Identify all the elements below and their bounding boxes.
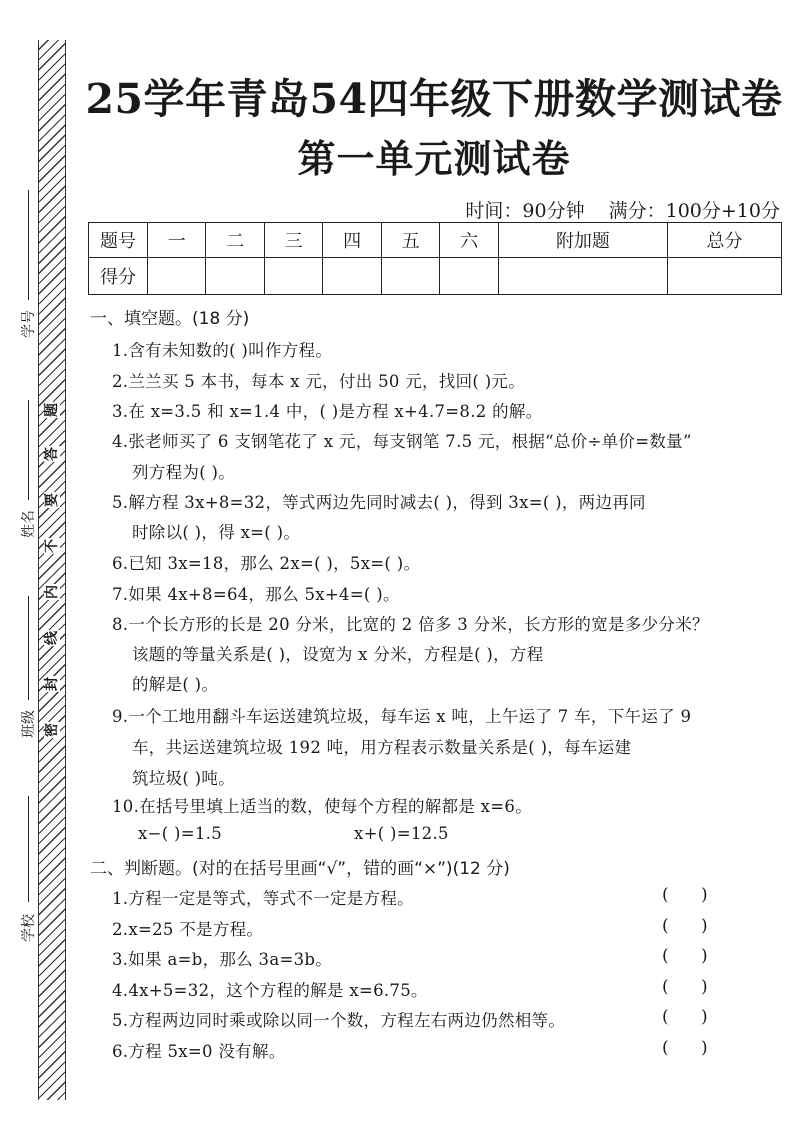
question-line: 列方程为( )。 bbox=[132, 463, 236, 482]
score-cell[interactable] bbox=[381, 258, 439, 295]
question-line: 6.已知 3x=18，那么 2x=( )，5x=( )。 bbox=[112, 554, 421, 573]
question-line: 7.如果 4x+8=64，那么 5x+4=( )。 bbox=[112, 585, 400, 604]
paper-title: 25学年青岛54四年级下册数学测试卷 bbox=[85, 75, 783, 123]
seal-word: 内 bbox=[44, 585, 60, 599]
score-cell[interactable] bbox=[264, 258, 322, 295]
seal-word: 密 bbox=[44, 723, 60, 737]
question-line: 筑垃圾( )吨。 bbox=[132, 769, 236, 788]
name-label: 姓名 bbox=[21, 510, 37, 538]
score-header-cell: 附加题 bbox=[498, 223, 667, 258]
answer-paren[interactable]: ( ) bbox=[662, 916, 708, 936]
question-line: 时除以( )，得 x=( )。 bbox=[132, 523, 301, 542]
judgement-item: 2.x=25 不是方程。 bbox=[112, 920, 264, 939]
question-line: 车，共运送建筑垃圾 192 吨，用方程表示数量关系是( )，每车运建 bbox=[132, 738, 632, 757]
student-id-label: 学号 bbox=[21, 310, 37, 338]
judgement-item: 5.方程两边同时乘或除以同一个数，方程左右两边仍然相等。 bbox=[112, 1011, 566, 1030]
score-header-cell: 四 bbox=[323, 223, 381, 258]
equation-blank: x−( )=1.5 bbox=[138, 824, 223, 843]
answer-paren[interactable]: ( ) bbox=[662, 1038, 708, 1058]
equation-blank: x+( )=12.5 bbox=[354, 824, 449, 843]
answer-paren[interactable]: ( ) bbox=[662, 977, 708, 997]
answer-paren[interactable]: ( ) bbox=[662, 1007, 708, 1027]
judgement-item: 3.如果 a=b，那么 3a=3b。 bbox=[112, 950, 333, 969]
judgement-item: 6.方程 5x=0 没有解。 bbox=[112, 1042, 286, 1061]
exam-meta bbox=[447, 196, 780, 223]
seal-word: 要 bbox=[44, 493, 60, 507]
judgement-item: 4.4x+5=32，这个方程的解是 x=6.75。 bbox=[112, 981, 428, 1000]
question-line: 1.含有未知数的( )叫作方程。 bbox=[112, 341, 333, 360]
score-cell[interactable] bbox=[323, 258, 381, 295]
seal-word: 答 bbox=[44, 447, 60, 461]
score-cell[interactable] bbox=[668, 258, 782, 295]
question-line: 9.一个工地用翻斗车运送建筑垃圾，每车运 x 吨，上午运了 7 车，下午运了 9 bbox=[112, 707, 692, 726]
score-header-cell: 总分 bbox=[668, 223, 782, 258]
score-header-cell: 一 bbox=[148, 223, 206, 258]
answer-paren[interactable]: ( ) bbox=[662, 885, 708, 905]
seal-word: 封 bbox=[44, 677, 60, 691]
score-cell[interactable] bbox=[206, 258, 264, 295]
question-line: 3.在 x=3.5 和 x=1.4 中，( )是方程 x+4.7=8.2 的解。 bbox=[112, 402, 543, 421]
paper-subtitle: 第一单元测试卷 bbox=[297, 136, 571, 181]
score-table-score-row bbox=[89, 258, 782, 295]
score-cell[interactable] bbox=[498, 258, 667, 295]
score-header-cell: 二 bbox=[206, 223, 264, 258]
question-line: 2.兰兰买 5 本书，每本 x 元，付出 50 元，找回( )元。 bbox=[112, 372, 526, 391]
score-cell[interactable] bbox=[440, 258, 498, 295]
score-header-cell: 三 bbox=[264, 223, 322, 258]
score-header-cell: 题号 bbox=[89, 223, 148, 258]
score-cell[interactable] bbox=[148, 258, 206, 295]
question-line: 4.张老师买了 6 支钢笔花了 x 元，每支钢笔 7.5 元，根据“总价÷单价=数量” bbox=[112, 432, 692, 451]
judgement-item: 1.方程一定是等式，等式不一定是方程。 bbox=[112, 889, 414, 908]
binding-margin bbox=[0, 0, 80, 1130]
score-header-cell: 五 bbox=[381, 223, 439, 258]
question-line: 5.解方程 3x+8=32，等式两边先同时减去( )，得到 3x=( )，两边再同 bbox=[112, 493, 646, 512]
school-label: 学校 bbox=[21, 914, 37, 942]
question-line: 的解是( )。 bbox=[132, 675, 219, 694]
score-row-label: 得分 bbox=[89, 258, 148, 295]
question-line: 10.在括号里填上适当的数，使每个方程的解都是 x=6。 bbox=[112, 797, 533, 816]
seal-word: 线 bbox=[44, 631, 60, 645]
section-heading: 一、填空题。(18 分) bbox=[90, 309, 250, 329]
question-line: 8.一个长方形的长是 20 分米，比宽的 2 倍多 3 分米，长方形的宽是多少分米？ bbox=[112, 615, 709, 634]
section-heading: 二、判断题。(对的在括号里画“√”，错的画“×”)(12 分) bbox=[90, 859, 510, 879]
time-limit: 时间：90分钟 bbox=[465, 200, 585, 222]
full-marks: 满分：100分+10分 bbox=[608, 200, 780, 222]
seal-line-hatch bbox=[38, 40, 66, 1100]
score-header-cell: 六 bbox=[440, 223, 498, 258]
class-label: 班级 bbox=[21, 710, 37, 738]
question-line: 该题的等量关系是( )，设宽为 x 分米，方程是( )，方程 bbox=[132, 645, 544, 664]
seal-word: 不 bbox=[44, 539, 60, 553]
score-table bbox=[88, 222, 782, 295]
seal-word: 题 bbox=[44, 403, 60, 417]
score-table-header-row bbox=[89, 223, 782, 258]
answer-paren[interactable]: ( ) bbox=[662, 946, 708, 966]
